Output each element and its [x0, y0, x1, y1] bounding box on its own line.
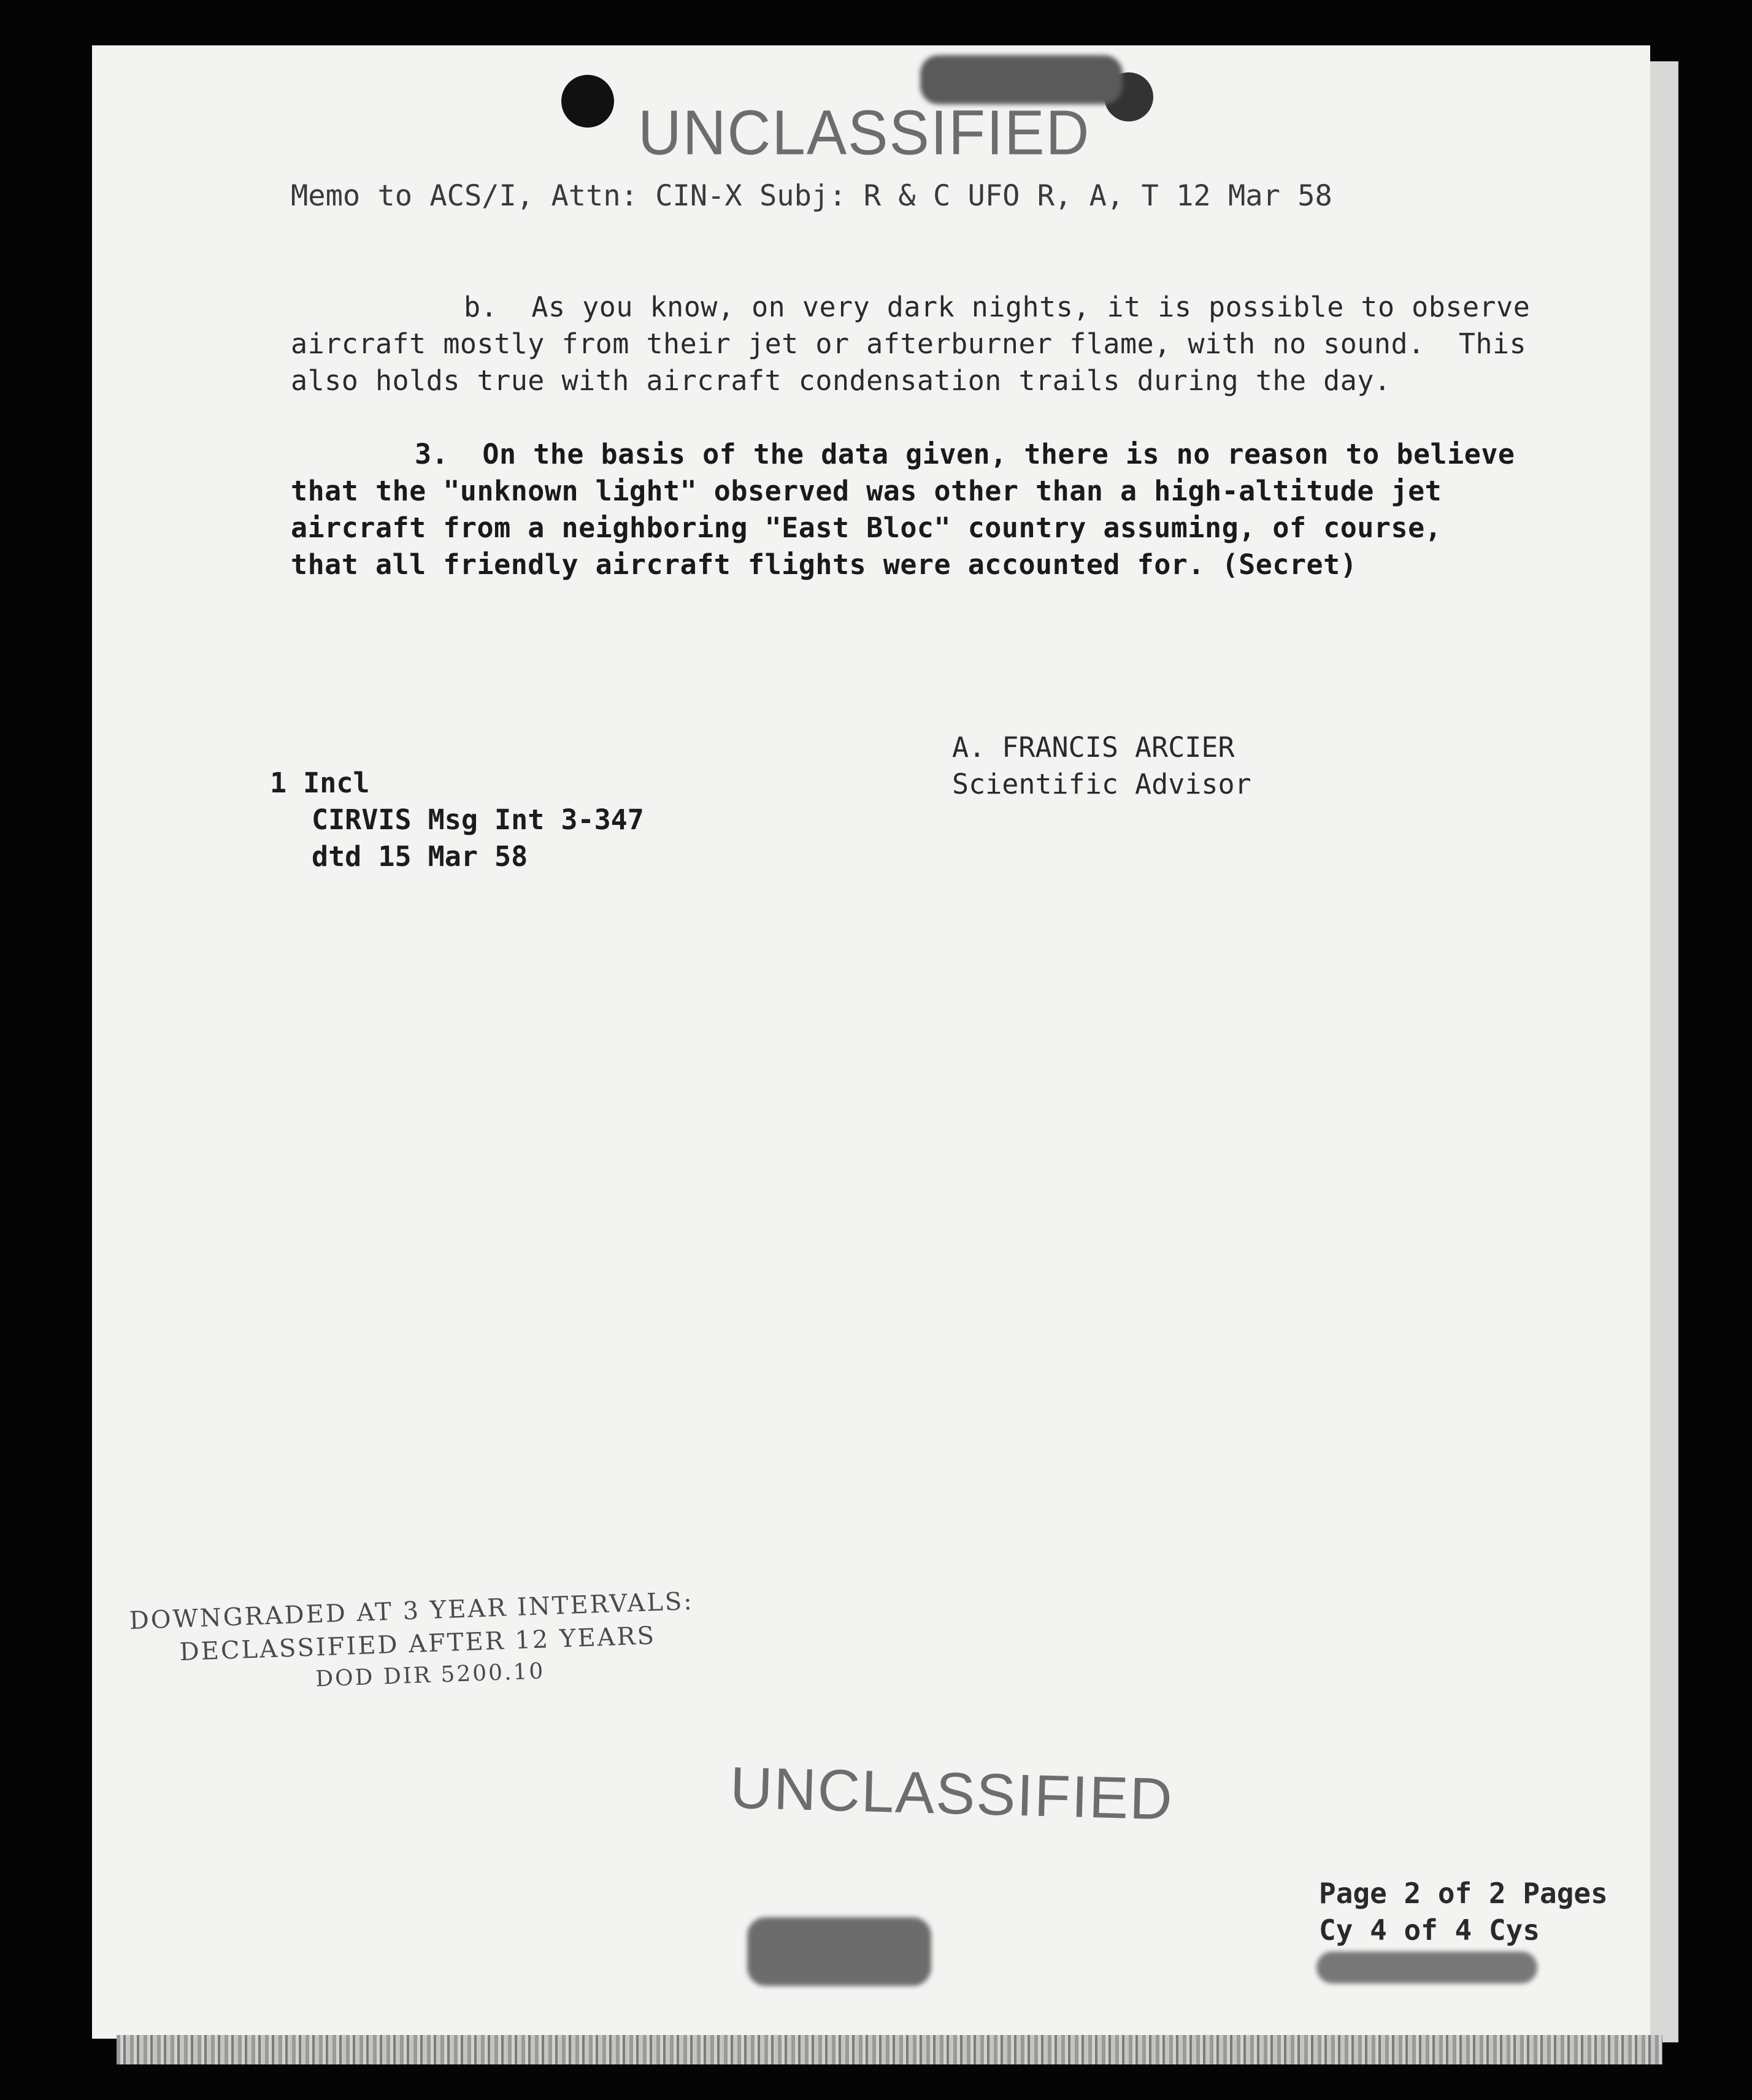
paragraph-b-line-3: also holds true with aircraft condensation trails during the day. [291, 364, 1391, 397]
page-edge [1650, 61, 1678, 2042]
punch-hole [561, 75, 614, 128]
downgrade-line-3: DOD DIR 5200.10 [315, 1658, 545, 1692]
enclosure-date: dtd 15 Mar 58 [312, 840, 528, 873]
copy-number: Cy 4 of 4 Cys [1319, 1914, 1540, 1947]
enclosure-count: 1 Incl [270, 767, 370, 799]
downgrade-line-1: DOWNGRADED AT 3 YEAR INTERVALS: [129, 1587, 694, 1635]
signature-name: A. FRANCIS ARCIER [952, 731, 1235, 764]
paragraph-3-line-1: 3. On the basis of the data given, there is no reason to believe [415, 438, 1515, 470]
paragraph-3-line-2: that the "unknown light" observed was other than a high-altitude jet [291, 475, 1442, 507]
enclosure-title: CIRVIS Msg Int 3-347 [312, 803, 644, 836]
paragraph-b-line-1: b. As you know, on very dark nights, it is possible to observe [464, 291, 1531, 323]
redaction-smudge [1316, 1952, 1537, 1983]
downgrade-line-2: DECLASSIFIED AFTER 12 YEARS [179, 1622, 656, 1667]
scan-edge-strip [117, 2035, 1662, 2064]
memo-header: Memo to ACS/I, Attn: CIN-X Subj: R & C UFO R, A, T 12 Mar 58 [291, 179, 1332, 213]
paragraph-3-line-4: that all friendly aircraft flights were accounted for. (Secret) [291, 548, 1358, 581]
paragraph-b-line-2: aircraft mostly from their jet or afterburner flame, with no sound. This [291, 328, 1527, 360]
classification-stamp-bottom: UNCLASSIFIED [729, 1755, 1175, 1833]
redaction-smudge [747, 1917, 931, 1986]
classification-stamp-top: UNCLASSIFIED [638, 97, 1091, 168]
signature-title: Scientific Advisor [952, 768, 1251, 800]
paragraph-3-line-3: aircraft from a neighboring "East Bloc" country assuming, of course, [291, 512, 1442, 544]
page-number: Page 2 of 2 Pages [1319, 1877, 1608, 1910]
